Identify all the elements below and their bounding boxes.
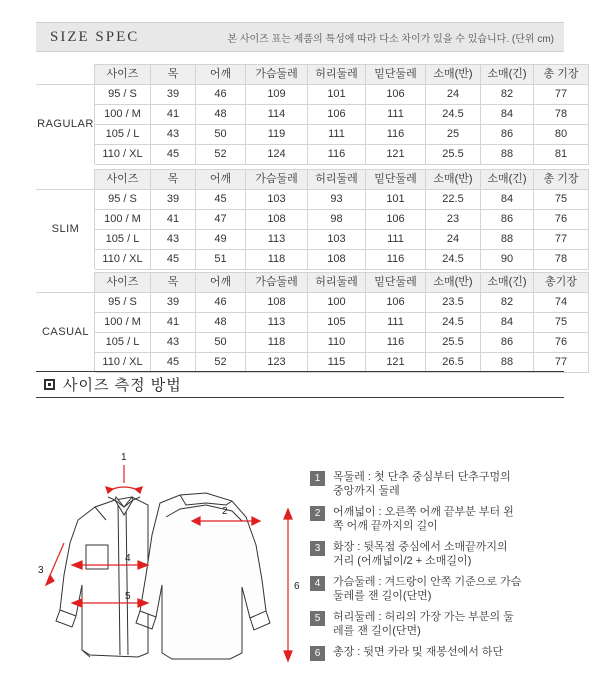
table-cell: 25.5 xyxy=(426,145,481,165)
table-cell: 46 xyxy=(196,293,246,313)
table-cell: 74 xyxy=(534,293,589,313)
legend-text xyxy=(333,575,521,603)
spec-table-slim-block xyxy=(36,169,579,270)
table-row xyxy=(37,105,589,125)
column-header: 어깨 xyxy=(196,170,246,190)
table-cell: 95 / S xyxy=(95,85,151,105)
table-cell: 24.5 xyxy=(426,313,481,333)
table-row-label: SLIM xyxy=(37,190,95,270)
table-cell: 106 xyxy=(366,85,426,105)
diagram-label-1: 1 xyxy=(121,452,127,463)
legend-text xyxy=(333,470,511,498)
diagram-label-5: 5 xyxy=(125,591,131,602)
table-cell: 43 xyxy=(151,230,196,250)
table-cell: 76 xyxy=(534,333,589,353)
table-cell: 105 / L xyxy=(95,230,151,250)
table-cell: 105 / L xyxy=(95,125,151,145)
table-cell: 47 xyxy=(196,210,246,230)
table-cell: 98 xyxy=(308,210,366,230)
measurement-legend xyxy=(310,470,588,668)
table-cell: 95 / S xyxy=(95,293,151,313)
table-row xyxy=(37,190,589,210)
table-cell: 45 xyxy=(151,145,196,165)
table-cell: 106 xyxy=(308,105,366,125)
table-cell: 93 xyxy=(308,190,366,210)
table-cell: 116 xyxy=(366,250,426,270)
table-cell: 124 xyxy=(246,145,308,165)
table-cell: 23.5 xyxy=(426,293,481,313)
table-cell: 23 xyxy=(426,210,481,230)
table-cell: 116 xyxy=(366,333,426,353)
legend-number: 2 xyxy=(310,506,325,521)
table-cell: 109 xyxy=(246,85,308,105)
table-cell: 41 xyxy=(151,105,196,125)
table-cell: 103 xyxy=(308,230,366,250)
table-cell: 111 xyxy=(366,105,426,125)
column-header: 허리둘레 xyxy=(308,170,366,190)
diagram-label-6: 6 xyxy=(294,581,300,592)
column-header: 목 xyxy=(151,170,196,190)
diagram-label-4: 4 xyxy=(125,553,131,564)
column-header: 가슴둘레 xyxy=(246,65,308,85)
column-header: 총 기장 xyxy=(534,65,589,85)
table-cell: 88 xyxy=(481,353,534,373)
table-cell: 110 / XL xyxy=(95,250,151,270)
table-cell: 45 xyxy=(196,190,246,210)
column-header: 허리둘레 xyxy=(308,65,366,85)
column-header: 사이즈 xyxy=(95,170,151,190)
header-note xyxy=(227,30,554,45)
table-cell: 52 xyxy=(196,353,246,373)
diagram-label-3: 3 xyxy=(38,565,44,576)
column-header: 사이즈 xyxy=(95,273,151,293)
table-row xyxy=(37,210,589,230)
table-cell: 51 xyxy=(196,250,246,270)
table-cell: 41 xyxy=(151,210,196,230)
column-header: 목 xyxy=(151,273,196,293)
legend-line: 둘레를 잰 길이(단면) xyxy=(333,590,432,602)
table-cell: 48 xyxy=(196,313,246,333)
diagram-label-2: 2 xyxy=(222,506,228,517)
table-cell: 46 xyxy=(196,85,246,105)
table-cell: 100 / M xyxy=(95,210,151,230)
column-header: 총 기장 xyxy=(534,170,589,190)
column-header: 허리둘레 xyxy=(308,273,366,293)
table-cell: 77 xyxy=(534,353,589,373)
table-cell: 100 / M xyxy=(95,105,151,125)
header-unit: (단위 cm) xyxy=(511,33,554,45)
table-cell: 103 xyxy=(246,190,308,210)
legend-line: 쪽 어깨 끝까지의 길이 xyxy=(333,520,438,532)
table-cell: 110 xyxy=(308,333,366,353)
table-cell: 24.5 xyxy=(426,250,481,270)
table-row xyxy=(37,85,589,105)
table-header-row xyxy=(37,273,589,293)
table-row xyxy=(37,333,589,353)
legend-text xyxy=(333,645,503,659)
table-cell: 26.5 xyxy=(426,353,481,373)
table-cell: 106 xyxy=(366,210,426,230)
table-cell: 39 xyxy=(151,85,196,105)
table-cell: 22.5 xyxy=(426,190,481,210)
column-header: 총기장 xyxy=(534,273,589,293)
table-cell: 88 xyxy=(481,145,534,165)
table-cell: 43 xyxy=(151,333,196,353)
table-cell: 113 xyxy=(246,230,308,250)
spec-table-casual-block xyxy=(36,272,577,373)
table-cell: 50 xyxy=(196,333,246,353)
table-cell: 84 xyxy=(481,105,534,125)
table-cell: 48 xyxy=(196,105,246,125)
shirt-measurement-diagram xyxy=(20,425,320,690)
legend-item-5 xyxy=(310,610,588,638)
spec-table-regular-block xyxy=(36,64,579,165)
column-header: 가슴둘레 xyxy=(246,273,308,293)
table-row xyxy=(37,145,589,165)
table-cell: 118 xyxy=(246,333,308,353)
legend-line: 허리둘레 : 허리의 가장 가는 부분의 둘 xyxy=(333,611,514,623)
table-row xyxy=(37,230,589,250)
table-row xyxy=(37,313,589,333)
table-row xyxy=(37,353,589,373)
table-row xyxy=(37,293,589,313)
legend-line: 레를 잰 길이(단면) xyxy=(333,625,421,637)
column-header: 어깨 xyxy=(196,273,246,293)
table-cell: 119 xyxy=(246,125,308,145)
table-cell: 78 xyxy=(534,105,589,125)
legend-text xyxy=(333,540,508,568)
table-cell: 121 xyxy=(366,145,426,165)
column-header: 어깨 xyxy=(196,65,246,85)
table-cell: 82 xyxy=(481,293,534,313)
table-cell: 78 xyxy=(534,250,589,270)
table-cell: 110 / XL xyxy=(95,353,151,373)
table-cell: 77 xyxy=(534,230,589,250)
header-note-text: 본 사이즈 표는 제품의 특성에 따라 다소 차이가 있을 수 있습니다. xyxy=(227,33,510,45)
table-cell: 101 xyxy=(366,190,426,210)
table-cell: 111 xyxy=(308,125,366,145)
table-cell: 110 / XL xyxy=(95,145,151,165)
table-cell: 95 / S xyxy=(95,190,151,210)
bullet-square-icon xyxy=(44,379,55,390)
legend-number: 3 xyxy=(310,541,325,556)
legend-line: 가슴둘레 : 겨드랑이 안쪽 기준으로 가슴 xyxy=(333,576,522,588)
table-cell: 39 xyxy=(151,190,196,210)
table-cell: 88 xyxy=(481,230,534,250)
table-cell: 80 xyxy=(534,125,589,145)
table-cell: 76 xyxy=(534,210,589,230)
table-header-row xyxy=(37,170,589,190)
table-cell: 82 xyxy=(481,85,534,105)
table-cell: 86 xyxy=(481,333,534,353)
table-corner-cell xyxy=(37,273,95,293)
measurement-method-title: 사이즈 측정 방법 xyxy=(63,377,182,394)
legend-line: 거리 (어깨넓이/2 + 소매길이) xyxy=(333,555,472,567)
spec-table-slim xyxy=(36,169,589,270)
table-row xyxy=(37,125,589,145)
legend-line: 중앙까지 둘레 xyxy=(333,485,400,497)
table-cell: 81 xyxy=(534,145,589,165)
table-cell: 105 xyxy=(308,313,366,333)
table-cell: 118 xyxy=(246,250,308,270)
table-cell: 100 xyxy=(308,293,366,313)
legend-line: 화장 : 뒷목점 중심에서 소매끝까지의 xyxy=(333,541,508,553)
table-cell: 113 xyxy=(246,313,308,333)
table-row-label: CASUAL xyxy=(37,293,95,373)
table-cell: 101 xyxy=(308,85,366,105)
table-cell: 108 xyxy=(308,250,366,270)
table-cell: 24 xyxy=(426,230,481,250)
table-cell: 24.5 xyxy=(426,105,481,125)
table-cell: 108 xyxy=(246,293,308,313)
table-cell: 39 xyxy=(151,293,196,313)
table-cell: 111 xyxy=(366,313,426,333)
legend-item-4 xyxy=(310,575,588,603)
table-cell: 84 xyxy=(481,313,534,333)
table-cell: 116 xyxy=(366,125,426,145)
table-cell: 86 xyxy=(481,125,534,145)
table-cell: 52 xyxy=(196,145,246,165)
legend-line: 어깨넓이 : 오른쪽 어깨 끝부분 부터 왼 xyxy=(333,506,514,518)
table-cell: 105 / L xyxy=(95,333,151,353)
table-cell: 114 xyxy=(246,105,308,125)
column-header: 사이즈 xyxy=(95,65,151,85)
table-cell: 45 xyxy=(151,250,196,270)
column-header: 밑단둘레 xyxy=(366,273,426,293)
table-cell: 90 xyxy=(481,250,534,270)
page-title: SIZE SPEC xyxy=(50,28,140,45)
table-cell: 86 xyxy=(481,210,534,230)
legend-text xyxy=(333,610,514,638)
table-corner-cell xyxy=(37,65,95,85)
legend-number: 1 xyxy=(310,471,325,486)
table-row xyxy=(37,250,589,270)
table-cell: 84 xyxy=(481,190,534,210)
column-header: 가슴둘레 xyxy=(246,170,308,190)
table-cell: 50 xyxy=(196,125,246,145)
legend-number: 4 xyxy=(310,576,325,591)
table-cell: 77 xyxy=(534,85,589,105)
table-cell: 116 xyxy=(308,145,366,165)
spec-table-regular xyxy=(36,64,589,165)
table-cell: 75 xyxy=(534,190,589,210)
table-cell: 25.5 xyxy=(426,333,481,353)
table-cell: 25 xyxy=(426,125,481,145)
legend-item-1 xyxy=(310,470,588,498)
table-cell: 24 xyxy=(426,85,481,105)
table-cell: 49 xyxy=(196,230,246,250)
table-cell: 45 xyxy=(151,353,196,373)
legend-text xyxy=(333,505,514,533)
shirt-diagram-svg xyxy=(20,425,320,690)
table-cell: 75 xyxy=(534,313,589,333)
column-header: 밑단둘레 xyxy=(366,65,426,85)
table-cell: 100 / M xyxy=(95,313,151,333)
table-header-row xyxy=(37,65,589,85)
table-cell: 115 xyxy=(308,353,366,373)
table-cell: 121 xyxy=(366,353,426,373)
legend-item-6 xyxy=(310,645,588,661)
column-header: 목 xyxy=(151,65,196,85)
measurement-method-header xyxy=(36,371,564,398)
legend-line: 총장 : 뒷면 카라 및 재봉선에서 하단 xyxy=(333,646,504,658)
table-cell: 43 xyxy=(151,125,196,145)
table-cell: 41 xyxy=(151,313,196,333)
legend-number: 6 xyxy=(310,646,325,661)
column-header: 소매(반) xyxy=(426,273,481,293)
legend-item-2 xyxy=(310,505,588,533)
legend-item-3 xyxy=(310,540,588,568)
table-cell: 106 xyxy=(366,293,426,313)
legend-line: 목둘레 : 첫 단추 중심부터 단추구멍의 xyxy=(333,471,511,483)
column-header: 밑단둘레 xyxy=(366,170,426,190)
column-header: 소매(긴) xyxy=(481,65,534,85)
legend-number: 5 xyxy=(310,611,325,626)
table-cell: 123 xyxy=(246,353,308,373)
table-row-label: RAGULAR xyxy=(37,85,95,165)
table-cell: 111 xyxy=(366,230,426,250)
column-header: 소매(반) xyxy=(426,65,481,85)
column-header: 소매(긴) xyxy=(481,170,534,190)
column-header: 소매(긴) xyxy=(481,273,534,293)
spec-table-casual xyxy=(36,272,589,373)
size-spec-header xyxy=(36,22,564,52)
table-cell: 108 xyxy=(246,210,308,230)
table-corner-cell xyxy=(37,170,95,190)
column-header: 소매(반) xyxy=(426,170,481,190)
